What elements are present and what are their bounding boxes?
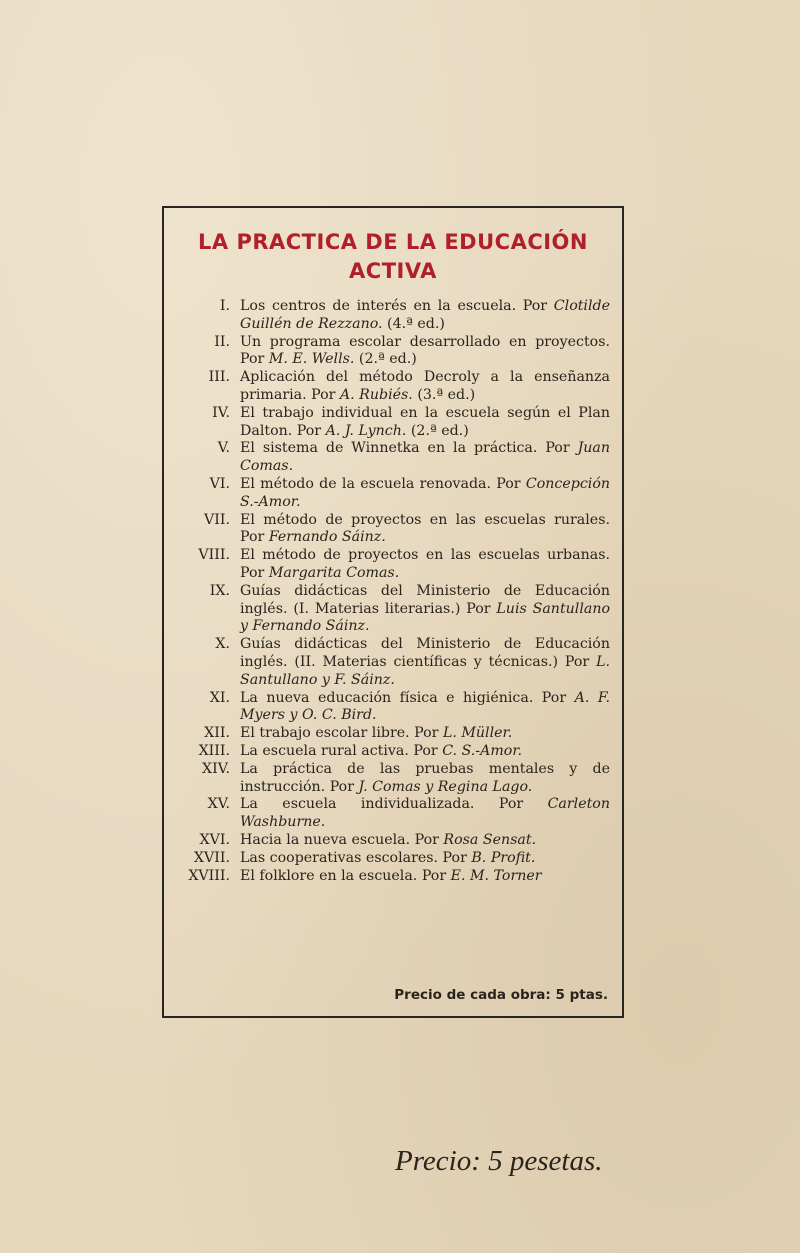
book-edition: (2.ª ed.)	[406, 422, 469, 439]
book-description	[240, 440, 610, 476]
book-title: El folklore en la escuela. Por	[240, 867, 451, 884]
book-author: Rosa Sensat.	[443, 831, 537, 848]
book-title: Un programa escolar desarrollado en proyectos. Por	[240, 333, 610, 368]
series-list-frame	[162, 206, 624, 1018]
book-entry	[184, 743, 610, 761]
book-entry	[184, 725, 610, 743]
book-title: Guías didácticas del Ministerio de Educación inglés. (II. Materias científicas y técnicas.) Por	[240, 636, 610, 670]
book-entry	[184, 868, 610, 886]
series-title-line-1: LA PRACTICA DE LA EDUCACIÓN	[198, 230, 588, 254]
book-number: XVII.	[193, 849, 230, 866]
book-title: La escuela rural activa. Por	[240, 742, 443, 759]
book-description	[240, 405, 610, 441]
book-entry	[184, 690, 610, 726]
book-number: XI.	[209, 689, 230, 706]
book-description	[240, 868, 610, 886]
book-author: Fernando Sáinz.	[268, 529, 386, 546]
book-author: B. Profit.	[471, 849, 536, 866]
book-title: El sistema de Winnetka en la práctica. Por	[240, 440, 578, 457]
book-entry	[184, 850, 610, 868]
book-number: VIII.	[198, 547, 230, 564]
book-description	[240, 832, 610, 850]
book-number: V.	[217, 440, 230, 457]
book-entry	[184, 512, 610, 548]
book-description	[240, 796, 610, 832]
book-title: Guías didácticas del Ministerio de Educación inglés. (I. Materias literarias.) Por	[240, 582, 610, 617]
series-title	[164, 228, 622, 286]
book-number: XVI.	[199, 831, 230, 848]
book-description	[240, 850, 610, 868]
book-entry	[184, 583, 610, 636]
book-title: El trabajo individual en la escuela según el Plan Dalton. Por	[240, 404, 610, 439]
book-edition: (4.ª ed.)	[382, 315, 445, 332]
book-number: XV.	[207, 796, 230, 813]
book-entry	[184, 369, 610, 405]
book-author: Luis Santullano y Fernando Sáinz.	[240, 600, 610, 635]
book-number: XIV.	[202, 760, 230, 777]
book-title: La práctica de las pruebas mentales y de instrucción. Por	[240, 760, 610, 795]
book-description	[240, 369, 610, 405]
book-title: Aplicación del método Decroly a la enseñanza primaria. Por	[240, 369, 610, 403]
book-title: El método de proyectos en las escuelas rurales. Por	[240, 511, 610, 546]
book-author: Carleton Washburne.	[240, 796, 610, 831]
book-number: IV.	[212, 404, 230, 421]
book-number: XII.	[204, 725, 230, 742]
book-author: C. S.-Amor.	[442, 742, 523, 759]
book-description	[240, 583, 610, 636]
book-number: XVIII.	[188, 867, 230, 884]
book-entry	[184, 796, 610, 832]
book-entry	[184, 832, 610, 850]
book-description	[240, 743, 610, 761]
book-number: XIII.	[198, 742, 230, 759]
book-author: J. Comas y Regina Lago.	[358, 778, 533, 795]
book-entry	[184, 636, 610, 689]
book-entry	[184, 334, 610, 370]
book-author: L. Müller.	[442, 725, 513, 742]
book-author: Juan Comas.	[240, 440, 610, 475]
book-author: Margarita Comas.	[268, 564, 400, 581]
book-author: Concepción S.-Amor.	[240, 475, 610, 510]
book-author: A. Rubiés.	[339, 386, 413, 403]
book-title: La nueva educación física e higiénica. Por	[240, 689, 575, 706]
book-number: I.	[219, 298, 230, 314]
book-title: Los centros de interés en la escuela. Por	[240, 298, 554, 314]
book-edition: (2.ª ed.)	[354, 351, 417, 368]
book-title: El método de proyectos en las escuelas urbanas. Por	[240, 547, 610, 581]
book-description	[240, 761, 610, 797]
book-description	[240, 298, 610, 334]
book-title: El trabajo escolar libre. Por	[240, 725, 443, 742]
book-title: Las cooperativas escolares. Por	[240, 849, 472, 866]
book-entry	[184, 298, 610, 334]
book-author: A. J. Lynch.	[325, 422, 407, 439]
book-author: E. M. Torner	[450, 867, 542, 884]
book-number: IX.	[209, 582, 230, 599]
book-description	[240, 725, 610, 743]
book-description	[240, 334, 610, 370]
book-entry	[184, 440, 610, 476]
book-title: La escuela individualizada. Por	[240, 796, 548, 813]
book-entry	[184, 405, 610, 441]
book-description	[240, 512, 610, 548]
book-entry	[184, 476, 610, 512]
book-edition: (3.ª ed.)	[412, 386, 476, 403]
book-number: VI.	[209, 475, 230, 492]
book-number: VII.	[204, 511, 230, 528]
book-author: M. E. Wells.	[268, 351, 355, 368]
book-description	[240, 547, 610, 583]
book-author: L. Santullano y F. Sáinz.	[240, 653, 610, 688]
book-author: A. F. Myers y O. C. Bird.	[240, 689, 610, 724]
book-author: Clotilde Guillén de Rezzano.	[240, 298, 610, 332]
book-number: X.	[215, 636, 230, 653]
book-list	[184, 298, 610, 885]
book-price: Precio: 5 pesetas.	[395, 1145, 603, 1177]
book-entry	[184, 547, 610, 583]
book-number: II.	[214, 333, 230, 350]
book-description	[240, 476, 610, 512]
book-entry	[184, 761, 610, 797]
book-number: III.	[208, 369, 230, 386]
book-title: Hacia la nueva escuela. Por	[240, 831, 444, 848]
series-title-line-2: ACTIVA	[349, 259, 437, 283]
book-description	[240, 690, 610, 726]
book-description	[240, 636, 610, 689]
price-per-volume: Precio de cada obra: 5 ptas.	[394, 987, 608, 1003]
book-title: El método de la escuela renovada. Por	[240, 475, 526, 492]
